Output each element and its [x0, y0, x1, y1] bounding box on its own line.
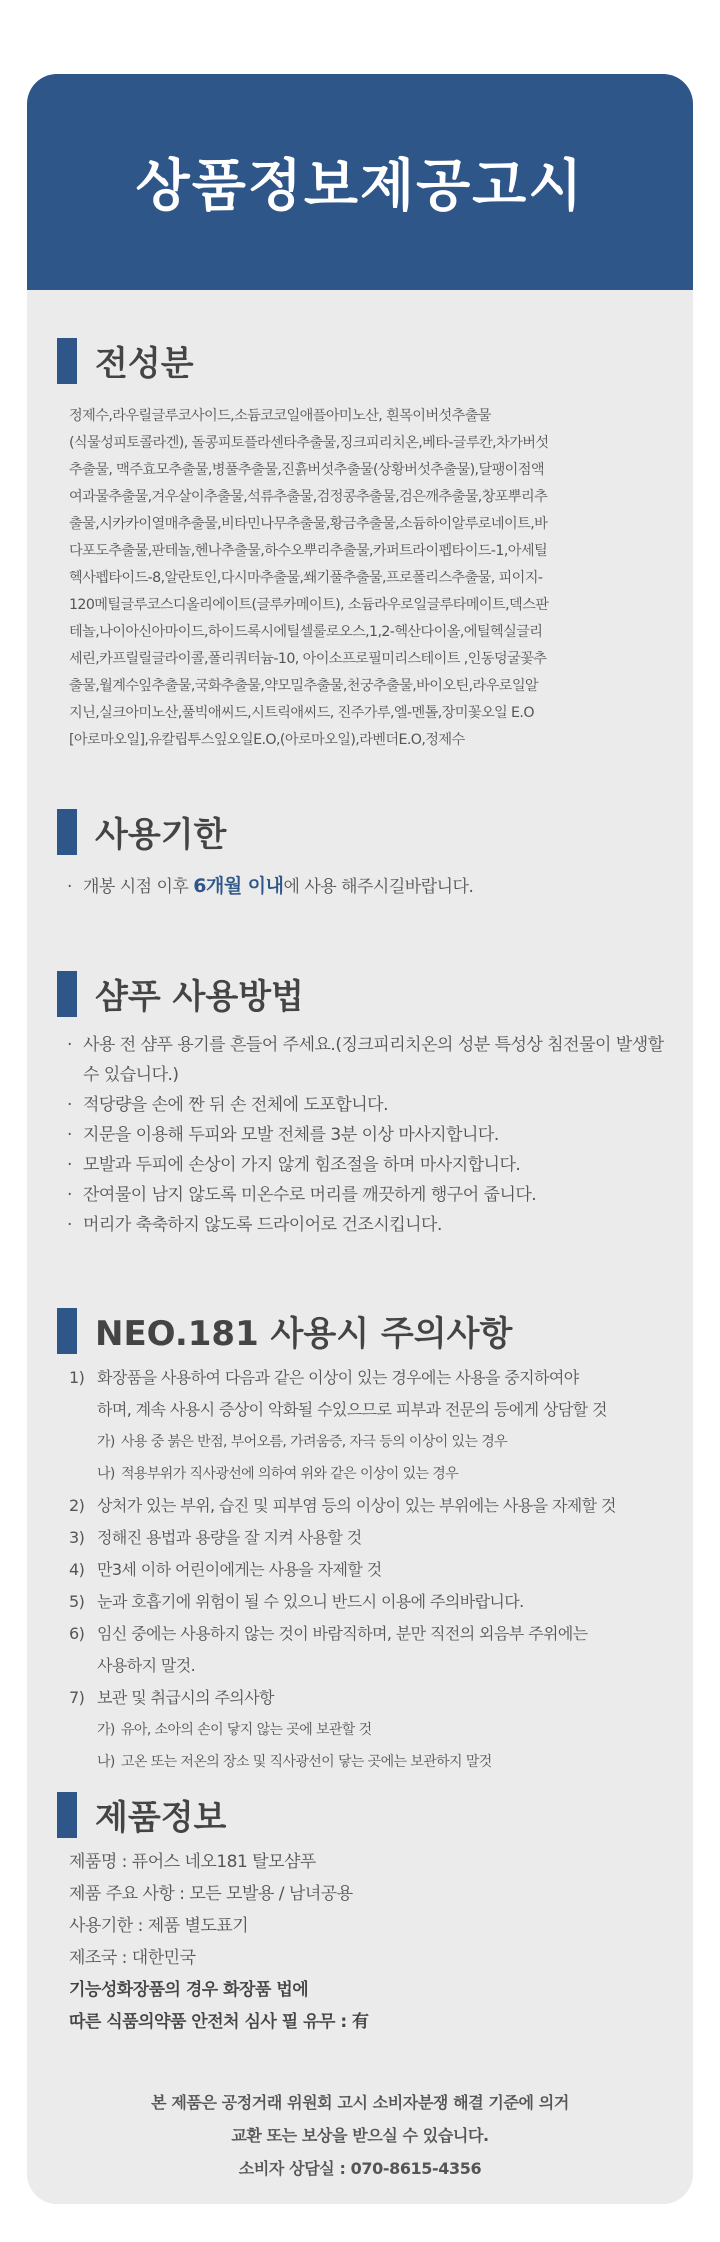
caution-heading: NEO.181 사용시 주의사항	[57, 1306, 512, 1355]
list-item: 6) 임신 중에는 사용하지 않는 것이 바람직하며, 분만 직전의 외음부 주위에는	[69, 1624, 588, 1643]
consumer-notice: 본 제품은 공정거래 위원회 고시 소비자분쟁 해결 기준에 의거 교환 또는 보상을 받으실 수 있습니다. 소비자 상담실 : 070-8615-4356	[27, 2086, 693, 2185]
section-marker	[57, 1792, 77, 1838]
list-item: 3) 정해진 용법과 용량을 잘 지켜 사용할 것	[69, 1528, 362, 1547]
ingredients-text: 정제수,라우릴글루코사이드,소듐코코일애플아미노산, 흰목이버섯추출물 (식물성피토콜라겐), 돌콩피토플라센타추출물,징크피리치온,베타-글루칸,차가버섯 추출물, 맥주효모추출물,병풀추출물,진흙버섯추출물(상황버섯추출물),달팽이점액 여과물추출물,겨우살이추출물,석류추출물,검정콩추출물,검은깨추출물,창포뿌리추 출물,시카카이열매추출물,비타민나무추출물,황금추출물,소듐하이알루로네이트,바 다포도추출물,판테놀,헨나추출물,하수오뿌리추출물,카퍼트라이펩타이드-1,아세틸 헥사펩타이드-8,알란토인,다시마추출물,쐐기풀추출물,프로폴리스추출물, 피이지- 120메틸글루코스디올리에이트(글루카메이트), 소듐라우로일글루타메이트,덱스판 테놀,나이아신아마이드,하이드록시에틸셀룰로오스,1,2-헥산다이올,에틸헥실글리 세린,카프릴릴글라이콜,폴리쿼터늄-10, 아이소프로필미리스테이트 ,인동덩굴꽃추 출물,월계수잎추출물,국화추출물,약모밀추출물,천궁추출물,바이오틴,라우로일알 지닌,실크아미노산,풀빅애씨드,시트릭애씨드, 진주가루,엘-멘톨,장미꽃오일 E.O [아로마오일],유칼립투스잎오일E.O,(아로마오일),라벤더E.O,정제수	[69, 408, 549, 748]
section-marker	[57, 338, 77, 384]
consumer-phone: 소비자 상담실 : 070-8615-4356	[238, 2159, 482, 2178]
product-info	[69, 1846, 629, 2038]
expiry-text: · 개봉 시점 이후 6개월 이내에 사용 해주시길바랍니다.	[67, 871, 682, 902]
product-functional: 기능성화장품의 경우 화장품 법에	[69, 1980, 309, 2000]
section-marker	[57, 1308, 77, 1354]
product-functional: 따른 식품의약품 안전처 심사 필 유무 : 有	[69, 2012, 369, 2032]
product-main: 제품 주요 사항 : 모든 모발용 / 남녀공용	[69, 1884, 353, 1904]
list-item: · 적당량을 손에 짠 뒤 손 전체에 도포합니다.	[67, 1090, 682, 1120]
list-item: 사용하지 말것.	[97, 1656, 196, 1675]
list-item: 2) 상처가 있는 부위, 습진 및 피부염 등의 이상이 있는 부위에는 사용을 자제할 것	[69, 1496, 616, 1515]
list-item: 5) 눈과 호흡기에 위험이 될 수 있으니 반드시 이용에 주의바랍니다.	[69, 1592, 524, 1611]
product-country: 제조국 : 대한민국	[69, 1948, 196, 1968]
ingredients-heading: 전성분	[57, 336, 194, 385]
product-name: 제품명 : 퓨어스 네오181 탈모샴푸	[69, 1852, 316, 1872]
list-item: 4) 만3세 이하 어린이에게는 사용을 자제할 것	[69, 1560, 382, 1579]
list-item: · 모발과 두피에 손상이 가지 않게 힘조절을 하며 마사지합니다.	[67, 1150, 682, 1180]
list-item: 7) 보관 및 취급시의 주의사항	[69, 1688, 274, 1707]
section-marker	[57, 809, 77, 855]
list-item: · 사용 전 샴푸 용기를 흔들어 주세요.(징크피리치온의 성분 특성상 침전물이 발생할 수 있습니다.)	[67, 1030, 682, 1090]
title-banner	[27, 74, 693, 290]
list-item: · 잔여물이 남지 않도록 미온수로 머리를 깨끗하게 행구어 줍니다.	[67, 1180, 682, 1210]
usage-list	[67, 1030, 682, 1240]
notice-card	[27, 74, 693, 2204]
product-expiry: 사용기한 : 제품 별도표기	[69, 1916, 249, 1936]
product-heading: 제품정보	[57, 1790, 226, 1839]
usage-heading: 샴푸 사용방법	[57, 969, 304, 1018]
caution-list	[69, 1362, 689, 1778]
list-item: 1) 화장품을 사용하여 다음과 같은 이상이 있는 경우에는 사용을 중지하여야	[69, 1368, 579, 1387]
list-item: 가) 유아, 소아의 손이 닿지 않는 곳에 보관할 것	[97, 1722, 372, 1738]
list-item: 가) 사용 중 붉은 반점, 부어오름, 가려움증, 자극 등의 이상이 있는 경우	[97, 1434, 508, 1450]
section-marker	[57, 971, 77, 1017]
list-item: 나) 적용부위가 직사광선에 의하여 위와 같은 이상이 있는 경우	[97, 1466, 459, 1482]
expiry-heading: 사용기한	[57, 807, 226, 856]
list-item: 나) 고온 또는 저온의 장소 및 직사광선이 닿는 곳에는 보관하지 말것	[97, 1754, 492, 1770]
expiry-list	[67, 871, 682, 902]
list-item: · 지문을 이용해 두피와 모발 전체를 3분 이상 마사지합니다.	[67, 1120, 682, 1150]
page-title: 상품정보제공고시	[135, 154, 585, 219]
list-item: 하며, 계속 사용시 증상이 악화될 수있으므로 피부과 전문의 등에게 상담할 것	[97, 1400, 607, 1419]
list-item: · 머리가 축축하지 않도록 드라이어로 건조시킵니다.	[67, 1210, 682, 1240]
